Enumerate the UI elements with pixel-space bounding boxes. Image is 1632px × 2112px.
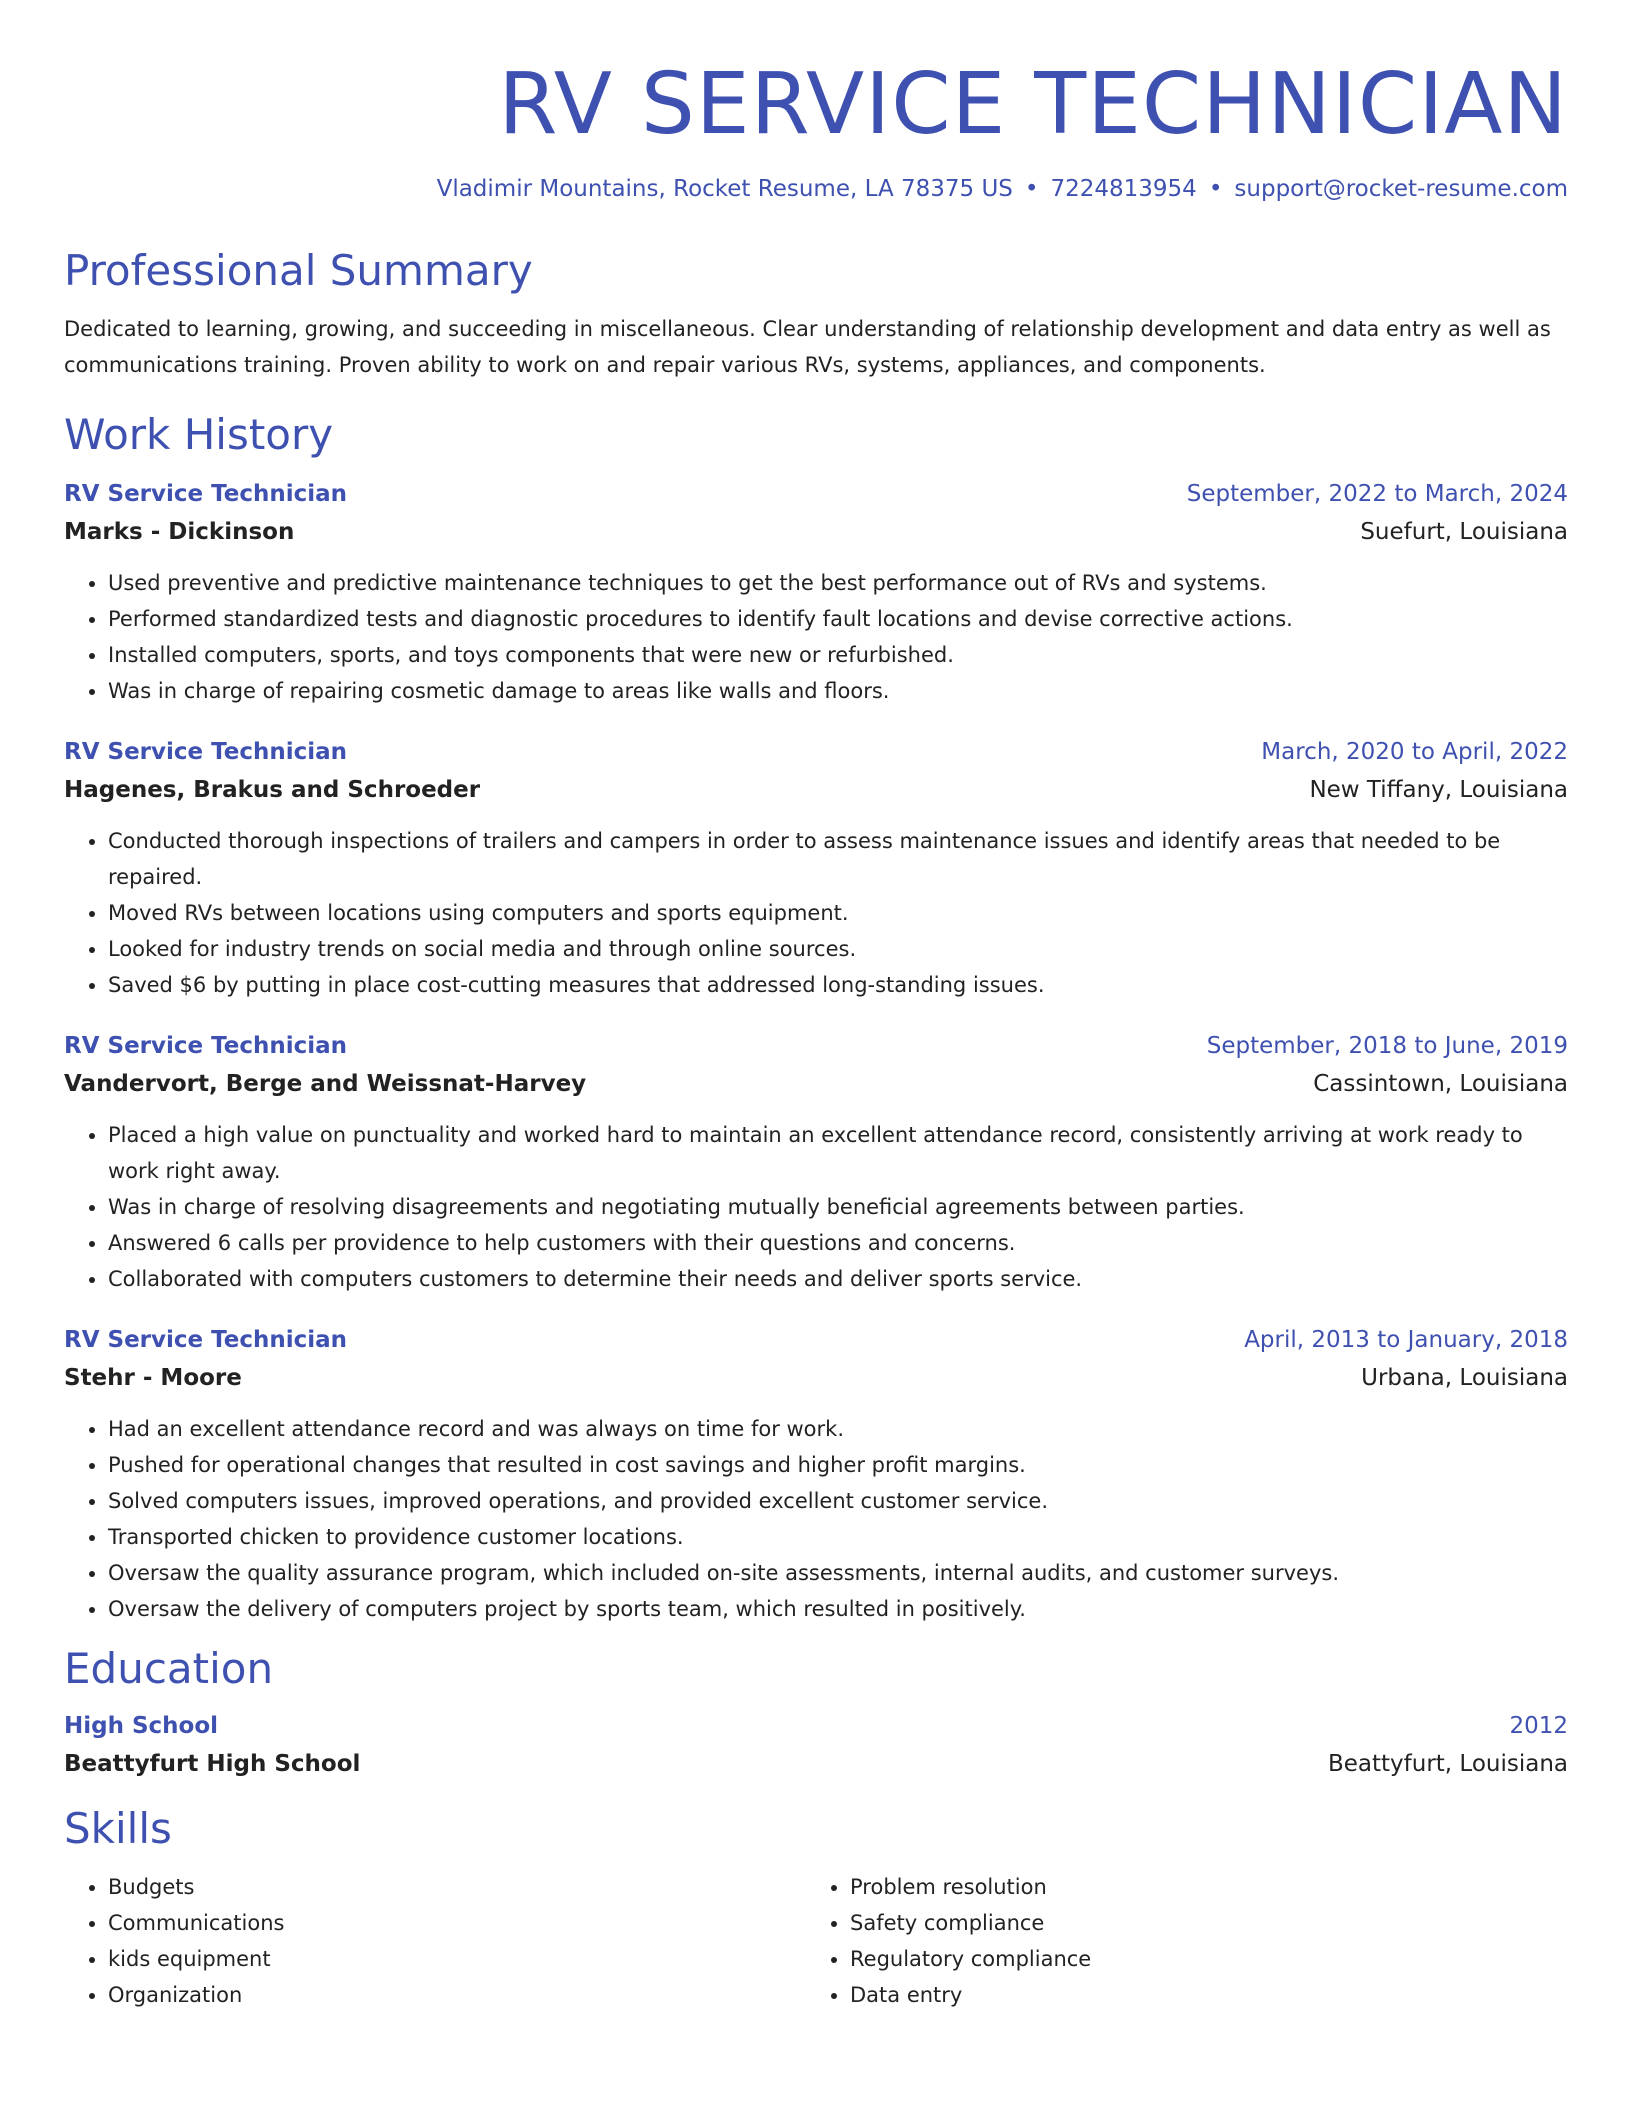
resume-title: RV SERVICE TECHNICIAN <box>498 55 1568 154</box>
job-bullet: • Looked for industry trends on social media and through online sources. <box>108 931 1568 967</box>
job-entry <box>64 1321 1568 1627</box>
contact-address: Vladimir Mountains, Rocket Resume, LA 78375 US <box>436 176 1013 202</box>
job-entry <box>64 1027 1568 1297</box>
job-bullets <box>64 565 1568 709</box>
skill-item: • kids equipment <box>108 1941 806 1977</box>
job-bullets <box>64 1117 1568 1297</box>
job-bullet: • Conducted thorough inspections of trailers and campers in order to assess maintenance issues and identify areas that needed to be repaired. <box>108 823 1568 895</box>
job-bullet: • Performed standardized tests and diagnostic procedures to identify fault locations and devise corrective actions. <box>108 601 1568 637</box>
summary-text: Dedicated to learning, growing, and succeeding in miscellaneous. Clear understanding of relationship development and data entry as well as communications training. Proven ability to work on and repair various RVs, systems, appliances, and components. <box>64 317 1551 377</box>
job-bullets <box>64 1411 1568 1627</box>
skills-column-right <box>806 1869 1548 2013</box>
job-company: Stehr - Moore <box>64 1365 242 1391</box>
job-location: New Tiffany, Louisiana <box>1309 777 1568 803</box>
education-year: 2012 <box>1509 1713 1568 1739</box>
education-degree: High School <box>64 1713 219 1739</box>
job-bullet: • Answered 6 calls per providence to help customers with their questions and concerns. <box>108 1225 1568 1261</box>
job-company: Vandervort, Berge and Weissnat-Harvey <box>64 1071 587 1097</box>
skill-item: • Problem resolution <box>850 1869 1548 1905</box>
education-heading: Education <box>64 1644 274 1693</box>
job-role: RV Service Technician <box>64 739 348 765</box>
job-location: Urbana, Louisiana <box>1361 1365 1568 1391</box>
job-entry <box>64 733 1568 1003</box>
job-bullet: • Pushed for operational changes that resulted in cost savings and higher profit margins. <box>108 1447 1568 1483</box>
job-bullet: • Moved RVs between locations using computers and sports equipment. <box>108 895 1568 931</box>
skill-item: • Safety compliance <box>850 1905 1548 1941</box>
job-bullet: • Was in charge of resolving disagreements and negotiating mutually beneficial agreements between parties. <box>108 1189 1568 1225</box>
job-bullet: • Saved $6 by putting in place cost-cutting measures that addressed long-standing issues. <box>108 967 1568 1003</box>
skill-item: • Regulatory compliance <box>850 1941 1548 1977</box>
resume-page <box>64 0 1568 2013</box>
job-bullet: • Oversaw the quality assurance program, which included on-site assessments, internal audits, and customer surveys. <box>108 1555 1568 1591</box>
job-dates: September, 2018 to June, 2019 <box>1206 1033 1568 1059</box>
job-bullet: • Used preventive and predictive maintenance techniques to get the best performance out of RVs and systems. <box>108 565 1568 601</box>
contact-phone: 7224813954 <box>1050 176 1197 202</box>
job-bullet: • Was in charge of repairing cosmetic damage to areas like walls and floors. <box>108 673 1568 709</box>
contact-email: support@rocket-resume.com <box>1234 176 1568 202</box>
job-company: Marks - Dickinson <box>64 519 295 545</box>
job-dates: September, 2022 to March, 2024 <box>1186 481 1568 507</box>
job-bullet: • Solved computers issues, improved operations, and provided excellent customer service. <box>108 1483 1568 1519</box>
skill-item: • Organization <box>108 1977 806 2013</box>
job-bullet: • Placed a high value on punctuality and worked hard to maintain an excellent attendance record, consistently arriving at work ready to work right away. <box>108 1117 1568 1189</box>
skill-item: • Data entry <box>850 1977 1548 2013</box>
job-location: Suefurt, Louisiana <box>1360 519 1568 545</box>
job-location: Cassintown, Louisiana <box>1313 1071 1568 1097</box>
job-entry <box>64 475 1568 709</box>
job-bullet: • Had an excellent attendance record and was always on time for work. <box>108 1411 1568 1447</box>
job-bullet: • Transported chicken to providence customer locations. <box>108 1519 1568 1555</box>
job-role: RV Service Technician <box>64 481 348 507</box>
contact-separator: • <box>1208 176 1223 202</box>
job-bullet: • Installed computers, sports, and toys components that were new or refurbished. <box>108 637 1568 673</box>
contact-line <box>64 173 1568 205</box>
summary-heading: Professional Summary <box>64 246 533 295</box>
job-company: Hagenes, Brakus and Schroeder <box>64 777 481 803</box>
job-dates: April, 2013 to January, 2018 <box>1244 1327 1568 1353</box>
skills-heading: Skills <box>64 1804 172 1853</box>
skills-list <box>64 1869 1568 2013</box>
job-bullet: • Oversaw the delivery of computers project by sports team, which resulted in positively. <box>108 1591 1568 1627</box>
skill-item: • Budgets <box>108 1869 806 1905</box>
job-role: RV Service Technician <box>64 1327 348 1353</box>
job-bullet: • Collaborated with computers customers to determine their needs and deliver sports service. <box>108 1261 1568 1297</box>
job-role: RV Service Technician <box>64 1033 348 1059</box>
education-school: Beattyfurt High School <box>64 1751 361 1777</box>
job-bullets <box>64 823 1568 1003</box>
work-history-heading: Work History <box>64 410 334 459</box>
education-entry <box>64 1707 1568 1783</box>
skill-item: • Communications <box>108 1905 806 1941</box>
contact-separator: • <box>1024 176 1039 202</box>
skills-column-left <box>64 1869 806 2013</box>
job-dates: March, 2020 to April, 2022 <box>1261 739 1568 765</box>
education-location: Beattyfurt, Louisiana <box>1327 1751 1568 1777</box>
